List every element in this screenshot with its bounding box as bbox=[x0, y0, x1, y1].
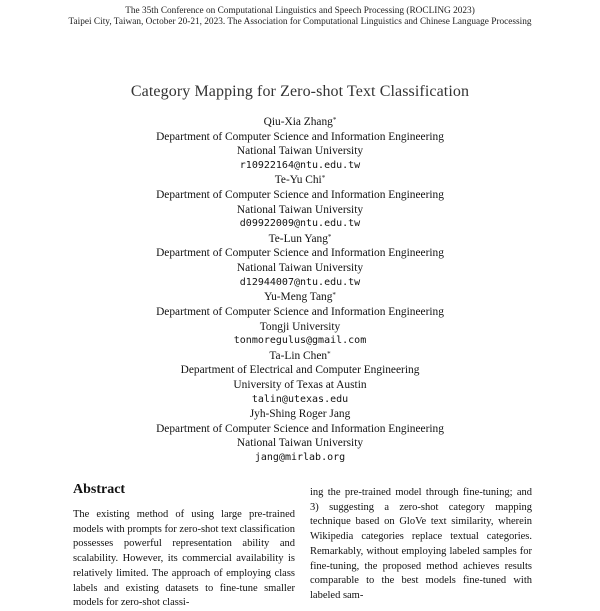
author-name: Te-Yu Chi* bbox=[274, 174, 326, 187]
abstract-text-right: ing the pre-trained model through fine-tuning; and 3) suggesting a zero-shot category mapping technique based on GloVe text similarity, wherein Wikipedia categories replace textual categories. Remarkably, without employing labeled samples for fine-tuning, the proposed method achieves results comparable to the best models fine-tuned with labeled sam- bbox=[310, 487, 532, 601]
author-institution: Tongji University bbox=[259, 320, 341, 333]
author-name: Ta-Lin Chen* bbox=[269, 349, 331, 362]
conference-line-1: The 35th Conference on Computational Linguistics and Speech Processing (ROCLING 2023) bbox=[125, 6, 475, 16]
author-email[interactable]: r10922164@ntu.edu.tw bbox=[239, 159, 361, 171]
author-institution: National Taiwan University bbox=[236, 437, 364, 450]
author-institution: University of Texas at Austin bbox=[233, 378, 367, 391]
author-email[interactable]: d12944007@ntu.edu.tw bbox=[239, 276, 361, 288]
conference-line-2: Taipei City, Taiwan, October 20-21, 2023. The Association for Computational Linguistics and Chinese Language Processing bbox=[68, 17, 532, 27]
author-block bbox=[0, 115, 600, 466]
author-department: Department of Computer Science and Information Engineering bbox=[156, 130, 444, 143]
author-email[interactable]: talin@utexas.edu bbox=[251, 393, 349, 405]
author-department: Department of Computer Science and Information Engineering bbox=[156, 189, 444, 202]
equal-contribution-mark: * bbox=[332, 116, 337, 124]
author-institution: National Taiwan University bbox=[236, 203, 364, 216]
author-department: Department of Computer Science and Information Engineering bbox=[156, 247, 444, 260]
author-email[interactable]: jang@mirlab.org bbox=[254, 452, 346, 464]
author-email[interactable]: tonmoregulus@gmail.com bbox=[233, 335, 367, 347]
author-department: Department of Computer Science and Information Engineering bbox=[156, 422, 444, 435]
author-department: Department of Electrical and Computer Engineering bbox=[180, 364, 420, 377]
author-email[interactable]: d09922009@ntu.edu.tw bbox=[239, 218, 361, 230]
equal-contribution-mark: * bbox=[332, 291, 336, 300]
author-name: Yu-Meng Tang* bbox=[264, 291, 336, 304]
abstract-text-left: The existing method of using large pre-trained models with prompts for zero-shot text classification possesses powerful representation ability and scalability. However, its commercial availability is relatively limited. The approach of employing class labels and existing datasets to fine-tune smaller models for zero-shot classi- bbox=[73, 509, 295, 609]
paper-title: Category Mapping for Zero-shot Text Classification bbox=[130, 83, 470, 100]
author-name: Qiu-Xia Zhang* bbox=[263, 116, 337, 128]
author-name: Te-Lun Yang* bbox=[268, 232, 332, 245]
equal-contribution-mark: * bbox=[321, 174, 326, 183]
equal-contribution-mark: * bbox=[327, 349, 331, 358]
abstract-heading: Abstract bbox=[73, 482, 126, 497]
equal-contribution-mark: * bbox=[327, 232, 332, 241]
author-institution: National Taiwan University bbox=[236, 145, 364, 158]
author-name: Jyh-Shing Roger Jang bbox=[249, 408, 351, 421]
author-institution: National Taiwan University bbox=[236, 262, 364, 275]
author-department: Department of Computer Science and Information Engineering bbox=[156, 305, 444, 318]
